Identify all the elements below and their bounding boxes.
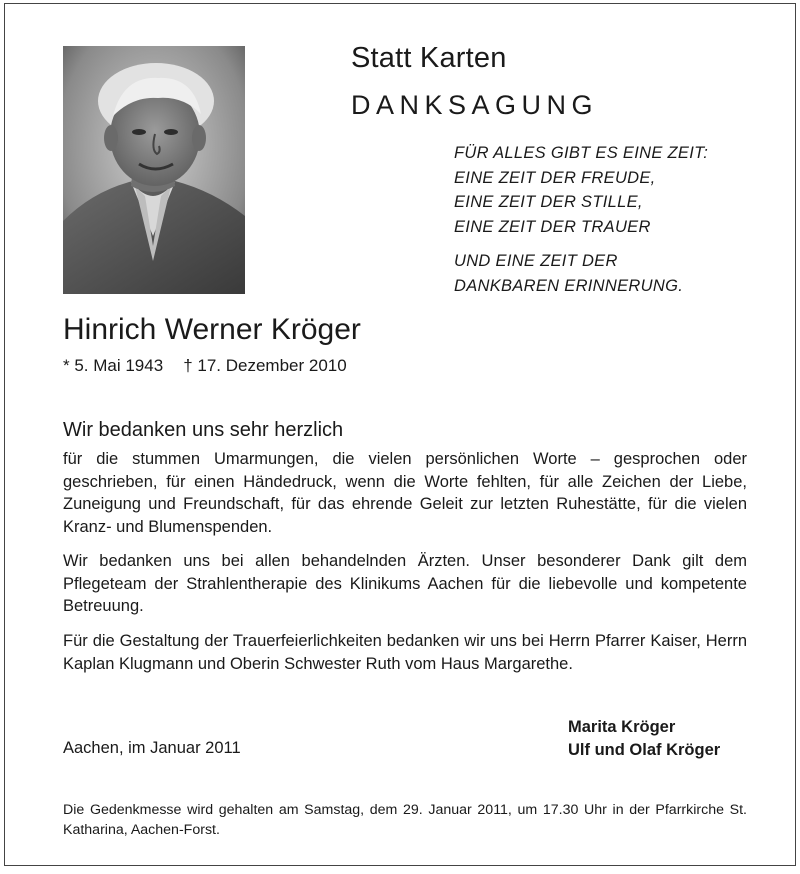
place-date: Aachen, im Januar 2011 bbox=[63, 739, 241, 757]
verse-line: UND EINE ZEIT DER bbox=[454, 252, 618, 270]
verse-line: EINE ZEIT DER TRAUER bbox=[454, 217, 651, 236]
verse-line: EINE ZEIT DER STILLE, bbox=[454, 193, 643, 211]
thanks-paragraph: Für die Gestaltung der Trauerfeierlichkeiten bedanken wir uns bei Herrn Pfarrer Kaiser, Herrn Kaplan Klugmann und Oberin Schwester Ruth vom Haus Margarethe. bbox=[63, 632, 747, 673]
life-dates bbox=[63, 356, 347, 376]
memorial-mass-note: Die Gedenkmesse wird gehalten am Samstag, dem 29. Januar 2011, um 17.30 Uhr in der Pfarrkirche St. Katharina, Aachen-Forst. bbox=[63, 802, 747, 838]
death-date: † 17. Dezember 2010 bbox=[183, 356, 347, 375]
signatures bbox=[568, 716, 720, 762]
verse-line: DANKBAREN ERINNERUNG. bbox=[454, 276, 684, 295]
signature-name: Ulf und Olaf Kröger bbox=[568, 741, 721, 759]
verse-line: EINE ZEIT DER FREUDE, bbox=[454, 168, 656, 187]
birth-date: * 5. Mai 1943 bbox=[63, 356, 164, 375]
danksagung-heading: DANKSAGUNG bbox=[351, 90, 599, 120]
thanks-paragraph: für die stummen Umarmungen, die vielen persönlichen Worte – gesprochen oder geschrieben, für einen Händedruck, wenn die Worte fehlten, für alle Zeichen der Liebe, Zuneigung und Freundschaft, für das ehrende Geleit zur letzten Ruhestätte, für die vielen Kranz- und Blumenspenden. bbox=[63, 450, 747, 537]
thanks-heading: Wir bedanken uns sehr herzlich bbox=[63, 419, 344, 441]
deceased-name: Hinrich Werner Kröger bbox=[63, 313, 361, 346]
portrait-photo bbox=[63, 46, 245, 294]
obituary-notice bbox=[4, 3, 796, 866]
thanks-paragraph: Wir bedanken uns bei allen behandelnden Ärzten. Unser besonderer Dank gilt dem Pflegeteam der Strahlentherapie des Klinikums Aachen für die liebevolle und kompetente Betreuung. bbox=[63, 552, 747, 616]
verse-line: FÜR ALLES GIBT ES EINE ZEIT: bbox=[454, 144, 709, 162]
statt-karten-heading: Statt Karten bbox=[351, 42, 507, 74]
verse-block bbox=[454, 141, 708, 298]
signature-name: Marita Kröger bbox=[568, 718, 676, 736]
